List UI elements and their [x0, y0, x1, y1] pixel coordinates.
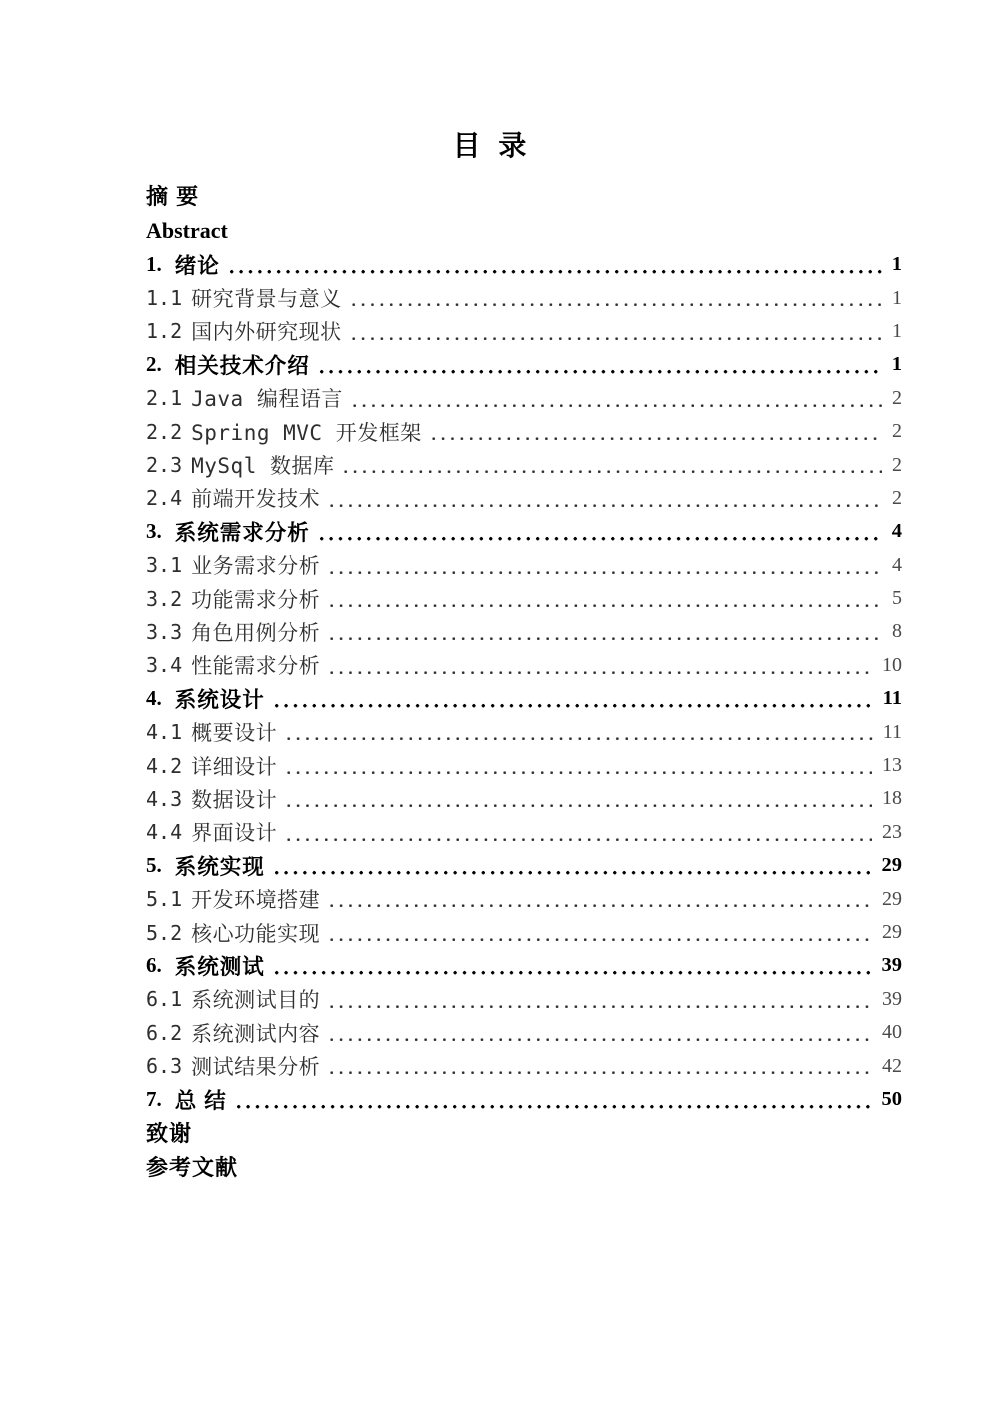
toc-leader-dots	[327, 649, 872, 682]
toc-entry-page: 40	[882, 1021, 902, 1044]
toc-entry[interactable]	[146, 749, 902, 782]
toc-entry-number: 2.	[146, 352, 162, 377]
toc-entry[interactable]	[146, 1083, 902, 1116]
toc-entry[interactable]	[146, 615, 902, 648]
toc-entry-number: 3.	[146, 519, 162, 544]
toc-entry-title: 系统设计	[174, 688, 265, 713]
toc-leader-dots	[284, 782, 872, 815]
toc-entry[interactable]	[146, 882, 902, 915]
toc-entry-title: 功能需求分析	[191, 587, 321, 612]
toc-entry[interactable]	[146, 1016, 902, 1049]
toc-entry[interactable]	[146, 916, 902, 949]
toc-backmatter-label: 致谢	[146, 1121, 193, 1147]
toc-entry-title: 业务需求分析	[191, 554, 321, 579]
toc-entry-page: 11	[882, 687, 902, 710]
toc-leader-dots	[327, 916, 872, 949]
toc-entry-number: 1.	[146, 252, 162, 277]
toc-entry-title: 测试结果分析	[191, 1055, 321, 1080]
toc-entry-page: 4	[891, 520, 902, 543]
toc-entry-page: 1	[891, 353, 902, 376]
toc-entry[interactable]	[146, 849, 902, 882]
toc-entry-title: 国内外研究现状	[191, 320, 342, 345]
toc-entry[interactable]	[146, 515, 902, 548]
toc-leader-dots	[327, 549, 882, 582]
toc-entry-title: Java 编程语言	[191, 387, 343, 412]
toc-entry-title: Spring MVC 开发框架	[191, 420, 422, 445]
toc-entry-number: 2.4	[146, 486, 183, 511]
toc-entry-number: 6.1	[146, 987, 183, 1012]
toc-entry-number: 6.2	[146, 1020, 183, 1045]
toc-entry-number: 4.	[146, 686, 162, 711]
toc-frontmatter-entry[interactable]	[146, 178, 902, 213]
toc-entry[interactable]	[146, 582, 902, 615]
toc-entry-title: 研究背景与意义	[191, 287, 342, 312]
toc-leader-dots	[327, 615, 882, 648]
toc-entry-title: 系统测试	[174, 955, 265, 980]
toc-entry[interactable]	[146, 649, 902, 682]
toc-entry-title: 核心功能实现	[191, 921, 321, 946]
toc-leader-dots	[327, 582, 882, 615]
toc-leader-dots	[284, 749, 872, 782]
toc-leader-dots	[341, 448, 882, 481]
toc-entry-number: 3.4	[146, 653, 183, 678]
toc-entry[interactable]	[146, 248, 902, 281]
toc-entry-page: 8	[892, 620, 902, 643]
toc-leader-dots	[327, 882, 872, 915]
toc-entry-page: 42	[882, 1054, 902, 1077]
toc-entry-title: 系统实现	[174, 855, 265, 880]
toc-backmatter-label: 参考文献	[146, 1154, 239, 1180]
toc-entry[interactable]	[146, 348, 902, 381]
toc-entry-page: 11	[882, 720, 902, 743]
toc-entry-title: 详细设计	[191, 754, 278, 779]
toc-entry-number: 4.1	[146, 720, 183, 745]
toc-entry-title: 系统测试内容	[191, 1021, 321, 1046]
toc-entry-number: 3.2	[146, 586, 183, 611]
toc-entry[interactable]	[146, 415, 902, 448]
toc-entry-page: 1	[892, 286, 902, 309]
toc-entry-page: 4	[892, 553, 902, 576]
frontmatter-section	[146, 178, 902, 248]
toc-entry-title: 系统测试目的	[191, 988, 321, 1013]
toc-leader-dots	[272, 949, 872, 982]
toc-frontmatter-entry[interactable]	[146, 213, 902, 248]
toc-entry-page: 13	[882, 754, 902, 777]
toc-backmatter-entry[interactable]	[146, 1150, 902, 1183]
toc-leader-dots	[317, 515, 882, 548]
toc-entry-number: 5.	[146, 853, 162, 878]
toc-entry-title: 绪论	[174, 254, 220, 279]
toc-leader-dots	[327, 1049, 872, 1082]
toc-entry-page: 2	[892, 453, 902, 476]
toc-frontmatter-label: Abstract	[146, 217, 228, 243]
toc-entry[interactable]	[146, 382, 902, 415]
toc-leader-dots	[234, 1083, 872, 1116]
toc-entry[interactable]	[146, 315, 902, 348]
toc-entry-number: 1.2	[146, 319, 183, 344]
toc-entry-page: 23	[882, 820, 902, 843]
toc-leader-dots	[284, 715, 873, 748]
toc-entry[interactable]	[146, 983, 902, 1016]
toc-leader-dots	[284, 816, 872, 849]
toc-entry-number: 3.3	[146, 619, 183, 644]
toc-entry-title: 界面设计	[191, 821, 278, 846]
toc-entry-page: 18	[882, 787, 902, 810]
toc-entry-number: 2.1	[146, 386, 183, 411]
toc-entry-page: 29	[882, 887, 902, 910]
toc-entry-page: 29	[882, 921, 902, 943]
toc-leader-dots	[349, 315, 882, 348]
toc-entry-title: 开发环境搭建	[191, 888, 321, 913]
toc-entry-number: 5.1	[146, 887, 183, 912]
toc-entry-page: 2	[892, 486, 902, 509]
toc-entry[interactable]	[146, 1049, 902, 1082]
toc-entry-title: 角色用例分析	[191, 620, 321, 645]
toc-entry-number: 4.2	[146, 753, 183, 778]
toc-entry-number: 7.	[146, 1086, 162, 1111]
toc-leader-dots	[350, 382, 882, 415]
toc-entry-number: 5.2	[146, 920, 183, 945]
toc-entry-page: 1	[891, 253, 902, 276]
toc-entry-page: 5	[892, 587, 902, 610]
toc-entry-number: 6.3	[146, 1054, 183, 1079]
toc-entry[interactable]	[146, 281, 902, 314]
toc-frontmatter-label: 摘 要	[146, 184, 200, 209]
toc-entry-page: 39	[882, 987, 902, 1010]
toc-entry-title: 性能需求分析	[191, 654, 321, 679]
toc-leader-dots	[272, 682, 873, 715]
toc-entry-title: 总 结	[174, 1088, 227, 1113]
toc-entry[interactable]	[146, 682, 902, 715]
toc-entry-page: 50	[881, 1087, 902, 1110]
toc-entry-number: 2.3	[146, 453, 183, 478]
toc-entry-number: 6.	[146, 953, 162, 978]
toc-entry[interactable]	[146, 816, 902, 849]
toc-leader-dots	[227, 248, 882, 281]
toc-entry-title: MySql 数据库	[191, 454, 335, 479]
toc-entry-title: 系统需求分析	[174, 521, 310, 546]
toc-leader-dots	[327, 983, 872, 1016]
toc-entry[interactable]	[146, 782, 902, 815]
toc-backmatter-entry[interactable]	[146, 1116, 902, 1149]
toc-entry-title: 相关技术介绍	[174, 354, 310, 379]
toc-entry[interactable]	[146, 448, 902, 481]
toc-leader-dots	[349, 281, 882, 314]
toc-entry-page: 2	[892, 386, 902, 409]
toc-entry[interactable]	[146, 482, 902, 515]
toc-entry-page: 1	[892, 319, 902, 342]
toc-entry[interactable]	[146, 715, 902, 748]
toc-entry-page: 29	[881, 854, 902, 877]
toc-entry-title: 概要设计	[191, 721, 278, 746]
toc-leader-dots	[272, 849, 872, 882]
toc-entry-page: 2	[892, 420, 902, 443]
toc-leader-dots	[327, 1016, 872, 1049]
toc-entry-page: 39	[881, 954, 902, 977]
toc-entry-number: 2.2	[146, 419, 183, 444]
toc-entry[interactable]	[146, 549, 902, 582]
toc-entry-number: 3.1	[146, 553, 183, 578]
backmatter-section	[146, 1116, 902, 1183]
toc-entry-number: 1.1	[146, 286, 183, 311]
toc-content	[146, 0, 902, 1183]
page-title: 目 录	[452, 130, 528, 161]
toc-leader-dots	[327, 482, 882, 515]
toc-entry-title: 前端开发技术	[191, 487, 321, 512]
toc-entry-title: 数据设计	[191, 787, 278, 812]
toc-entry-page: 10	[882, 653, 902, 676]
toc-entry[interactable]	[146, 949, 902, 982]
toc-leader-dots	[429, 415, 882, 448]
toc-list	[146, 248, 902, 1116]
toc-entry-number: 4.4	[146, 820, 183, 845]
toc-leader-dots	[317, 348, 882, 381]
toc-entry-number: 4.3	[146, 786, 183, 811]
